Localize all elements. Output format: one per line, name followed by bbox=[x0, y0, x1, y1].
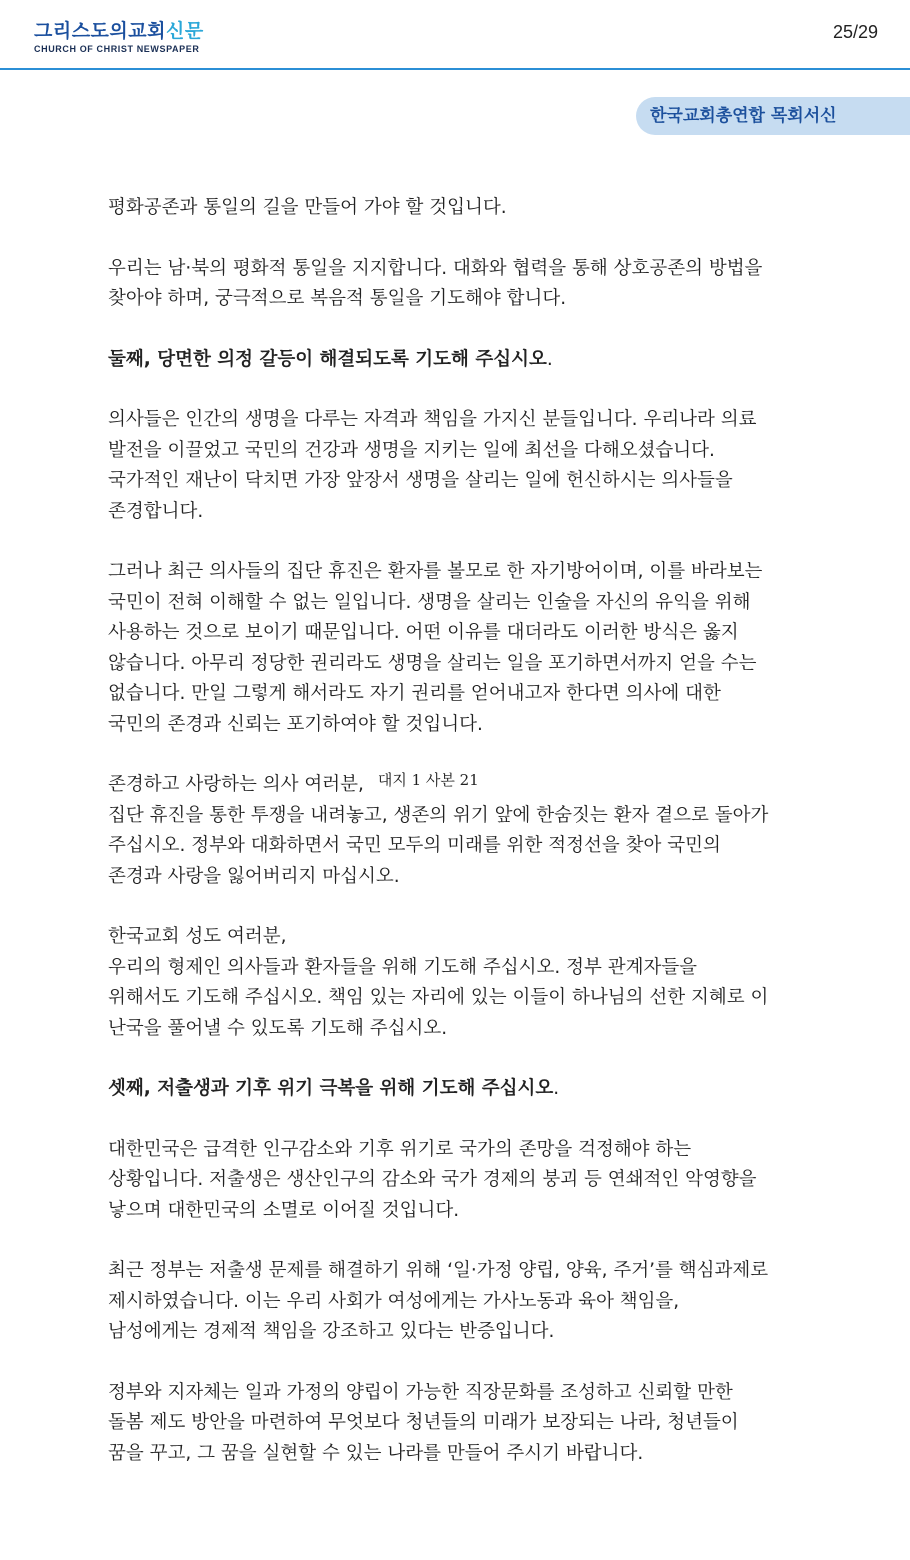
section-heading bbox=[108, 1074, 808, 1105]
section-heading-period: . bbox=[546, 348, 553, 370]
layer-note: 대지 1 사본 21 bbox=[377, 771, 479, 789]
text-line: 없습니다. 만일 그렇게 해서라도 자기 권리를 얻어내고자 한다면 의사에 대한 bbox=[108, 683, 721, 704]
text-line: 정부와 지자체는 일과 가정의 양립이 가능한 직장문화를 조성하고 신뢰할 만한 bbox=[108, 1381, 733, 1403]
text-line: 꿈을 꾸고, 그 꿈을 실현할 수 있는 나라를 만들어 주시기 바랍니다. bbox=[108, 1442, 644, 1464]
section-heading-text: 둘째, 당면한 의정 갈등이 해결되도록 기도해 주십시오 bbox=[108, 348, 547, 370]
section-tag: 한국교회총연합 목회서신 bbox=[636, 97, 910, 135]
text-line: 그러나 최근 의사들의 집단 휴진은 환자를 볼모로 한 자기방어이며, 이를 바라보는 bbox=[108, 561, 763, 582]
paragraph bbox=[108, 922, 808, 1044]
text-line: 한국교회 성도 여러분, bbox=[108, 926, 287, 947]
salutation: 존경하고 사랑하는 의사 여러분, bbox=[108, 774, 364, 795]
page-header bbox=[0, 0, 910, 70]
text-line bbox=[108, 770, 808, 801]
page-number: 25/29 bbox=[832, 22, 878, 42]
text-line: 낳으며 대한민국의 소멸로 이어질 것입니다. bbox=[108, 1199, 460, 1221]
text-line: 제시하였습니다. 이는 우리 사회가 여성에게는 가사노동과 육아 책임을, bbox=[108, 1290, 680, 1312]
paragraph bbox=[108, 1135, 808, 1227]
text-line: 찾아야 하며, 궁극적으로 복음적 통일을 기도해야 합니다. bbox=[108, 288, 567, 309]
paragraph bbox=[108, 557, 808, 740]
text-line: 국가적인 재난이 닥치면 가장 앞장서 생명을 살리는 일에 헌신하시는 의사들을 bbox=[108, 470, 733, 491]
text-line: 발전을 이끌었고 국민의 건강과 생명을 지키는 일에 최선을 다해오셨습니다. bbox=[108, 439, 715, 461]
logo-english: CHURCH OF CHRIST NEWSPAPER bbox=[34, 44, 200, 54]
text-line: 돌봄 제도 방안을 마련하여 무엇보다 청년들의 미래가 보장되는 나라, 청년들이 bbox=[108, 1412, 739, 1433]
text-line: 난국을 풀어낼 수 있도록 기도해 주십시오. bbox=[108, 1017, 448, 1039]
paragraph bbox=[108, 254, 808, 315]
text-line: 위해서도 기도해 주십시오. 책임 있는 자리에 있는 이들이 하나님의 선한 지혜로 이 bbox=[108, 987, 769, 1008]
logo-accent-text: 신문 bbox=[165, 20, 204, 42]
newspaper-logo[interactable] bbox=[34, 20, 204, 54]
text-line: 국민이 전혀 이해할 수 없는 일입니다. 생명을 살리는 인술을 자신의 유익을 위해 bbox=[108, 591, 751, 613]
text-line: 대한민국은 급격한 인구감소와 기후 위기로 국가의 존망을 걱정해야 하는 bbox=[108, 1138, 692, 1160]
section-heading-text: 셋째, 저출생과 기후 위기 극복을 위해 기도해 주십시오 bbox=[108, 1078, 554, 1099]
paragraph bbox=[108, 1074, 808, 1105]
paragraph bbox=[108, 405, 808, 527]
text-line: 존경과 사랑을 잃어버리지 마십시오. bbox=[108, 865, 400, 887]
text-line: 않습니다. 아무리 정당한 권리라도 생명을 살리는 일을 포기하면서까지 얻을 수는 bbox=[108, 652, 757, 674]
text-line: 주십시오. 정부와 대화하면서 국민 모두의 미래를 위한 적정선을 찾아 국민의 bbox=[108, 835, 721, 856]
text-line: 남성에게는 경제적 책임을 강조하고 있다는 반증입니다. bbox=[108, 1321, 555, 1342]
text-line: 집단 휴진을 통한 투쟁을 내려놓고, 생존의 위기 앞에 한숨짓는 환자 곁으로 돌아가 bbox=[108, 804, 769, 826]
logo-korean bbox=[34, 20, 204, 42]
text-line: 사용하는 것으로 보이기 때문입니다. 어떤 이유를 대더라도 이러한 방식은 옳지 bbox=[108, 622, 739, 643]
article-body bbox=[108, 193, 808, 1499]
text-line: 국민의 존경과 신뢰는 포기하여야 할 것입니다. bbox=[108, 713, 483, 735]
text-line: 최근 정부는 저출생 문제를 해결하기 위해 ‘일·가정 양립, 양육, 주거’를 핵심과제로 bbox=[108, 1260, 769, 1281]
text-line: 우리는 남·북의 평화적 통일을 지지합니다. 대화와 협력을 통해 상호공존의 방법을 bbox=[108, 257, 763, 279]
paragraph bbox=[108, 345, 808, 376]
text-line: 존경합니다. bbox=[108, 500, 204, 522]
section-heading-period: . bbox=[553, 1078, 560, 1099]
text-line: 상황입니다. 저출생은 생산인구의 감소와 국가 경제의 붕괴 등 연쇄적인 악영향을 bbox=[108, 1169, 757, 1190]
text-line: 의사들은 인간의 생명을 다루는 자격과 책임을 가지신 분들입니다. 우리나라 의료 bbox=[108, 409, 757, 430]
text-line: 평화공존과 통일의 길을 만들어 가야 할 것입니다. bbox=[108, 197, 507, 218]
paragraph bbox=[108, 770, 808, 892]
paragraph bbox=[108, 1256, 808, 1348]
paragraph bbox=[108, 1378, 808, 1470]
text-line: 우리의 형제인 의사들과 환자들을 위해 기도해 주십시오. 정부 관계자들을 bbox=[108, 956, 698, 978]
logo-main-text: 그리스도의교회 bbox=[34, 20, 166, 42]
section-heading bbox=[108, 345, 808, 376]
paragraph bbox=[108, 193, 808, 224]
